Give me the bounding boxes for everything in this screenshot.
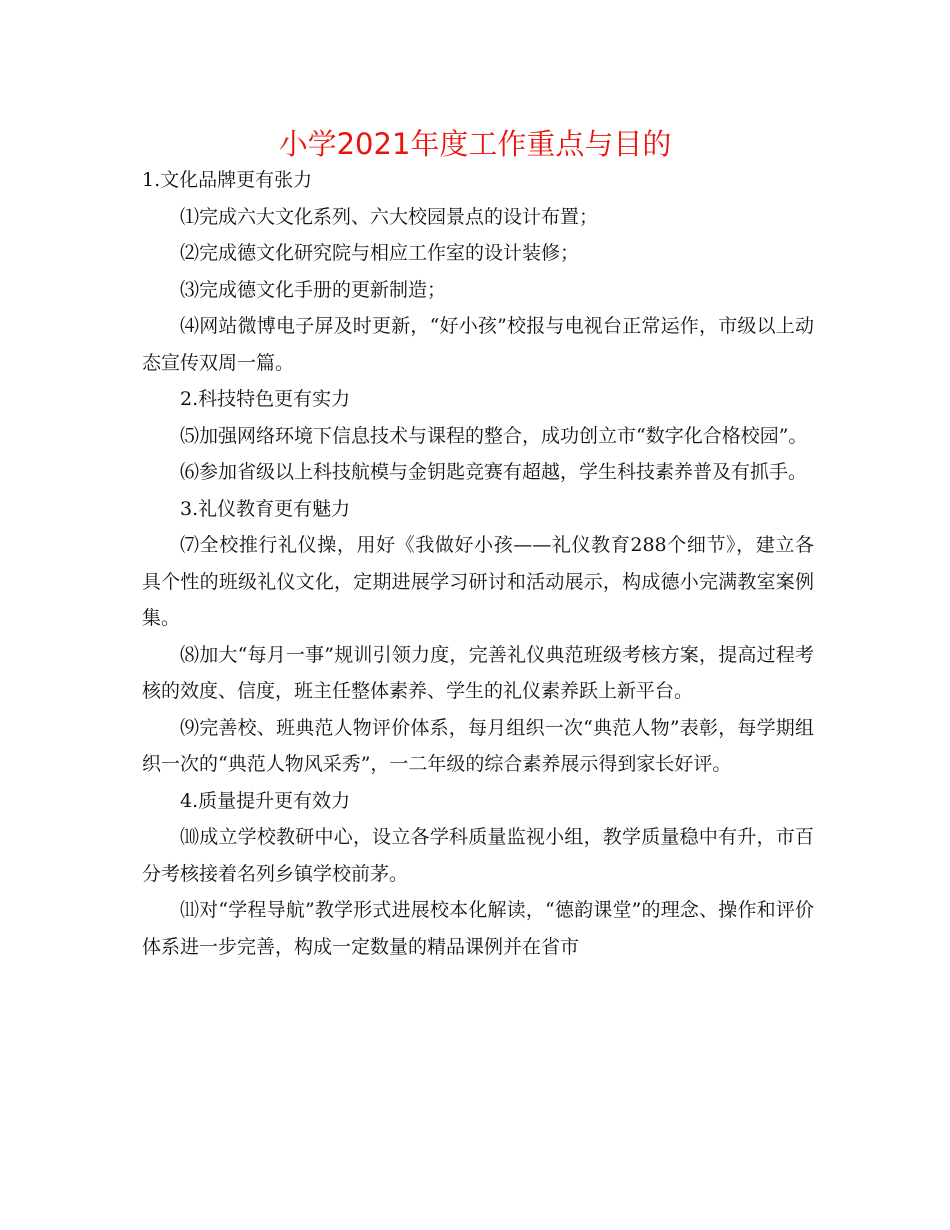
- paragraph: ⑶完成德文化手册的更新制造；: [180, 278, 447, 301]
- paragraph: ⑸加强网络环境下信息技术与课程的整合，成功创立市“数字化合格校园”。: [180, 424, 808, 447]
- paragraph: ⑾对“学程导航”教学形式进展校本化解读，“德韵课堂”的理念、操作和评价体系进一步完善，构成一定数量的精品课例并在省市: [142, 899, 814, 958]
- paragraph: ⑺全校推行礼仪操，用好《我做好小孩——礼仪教育288个细节》，建立各具个性的班级礼仪文化，定期进展学习研讨和活动展示，构成德小完满教室案例集。: [142, 534, 814, 629]
- paragraph: ⑴完成六大文化系列、六大校园景点的设计布置；: [180, 205, 599, 228]
- paragraph: ⑻加大“每月一事”规训引领力度，完善礼仪典范班级考核方案，提高过程考核的效度、信度，班主任整体素养、学生的礼仪素养跃上新平台。: [142, 643, 814, 702]
- paragraph: ⑹参加省级以上科技航模与金钥匙竞赛有超越，学生科技素养普及有抓手。: [180, 461, 808, 483]
- section-heading: 3.礼仪教育更有魅力: [180, 497, 351, 520]
- paragraph: ⑼完善校、班典范人物评价体系，每月组织一次“典范人物”表彰，每学期组织一次的“典范人物风采秀”，一二年级的综合素养展示得到家长好评。: [142, 716, 814, 775]
- section-heading: 1.文化品牌更有张力: [142, 169, 313, 191]
- document-body: [142, 162, 814, 965]
- section-heading: 4.质量提升更有效力: [180, 789, 351, 812]
- paragraph: ⑵完成德文化研究院与相应工作室的设计装修；: [180, 242, 580, 264]
- document-title: 小学2021年度工作重点与目的: [278, 127, 672, 161]
- paragraph: ⑷网站微博电子屏及时更新，“好小孩”校报与电视台正常运作，市级以上动态宣传双周一篇。: [142, 315, 814, 374]
- section-heading: 2.科技特色更有实力: [180, 388, 351, 410]
- paragraph: ⑽成立学校教研中心，设立各学科质量监视小组，教学质量稳中有升，市百分考核接着名列乡镇学校前茅。: [142, 826, 814, 885]
